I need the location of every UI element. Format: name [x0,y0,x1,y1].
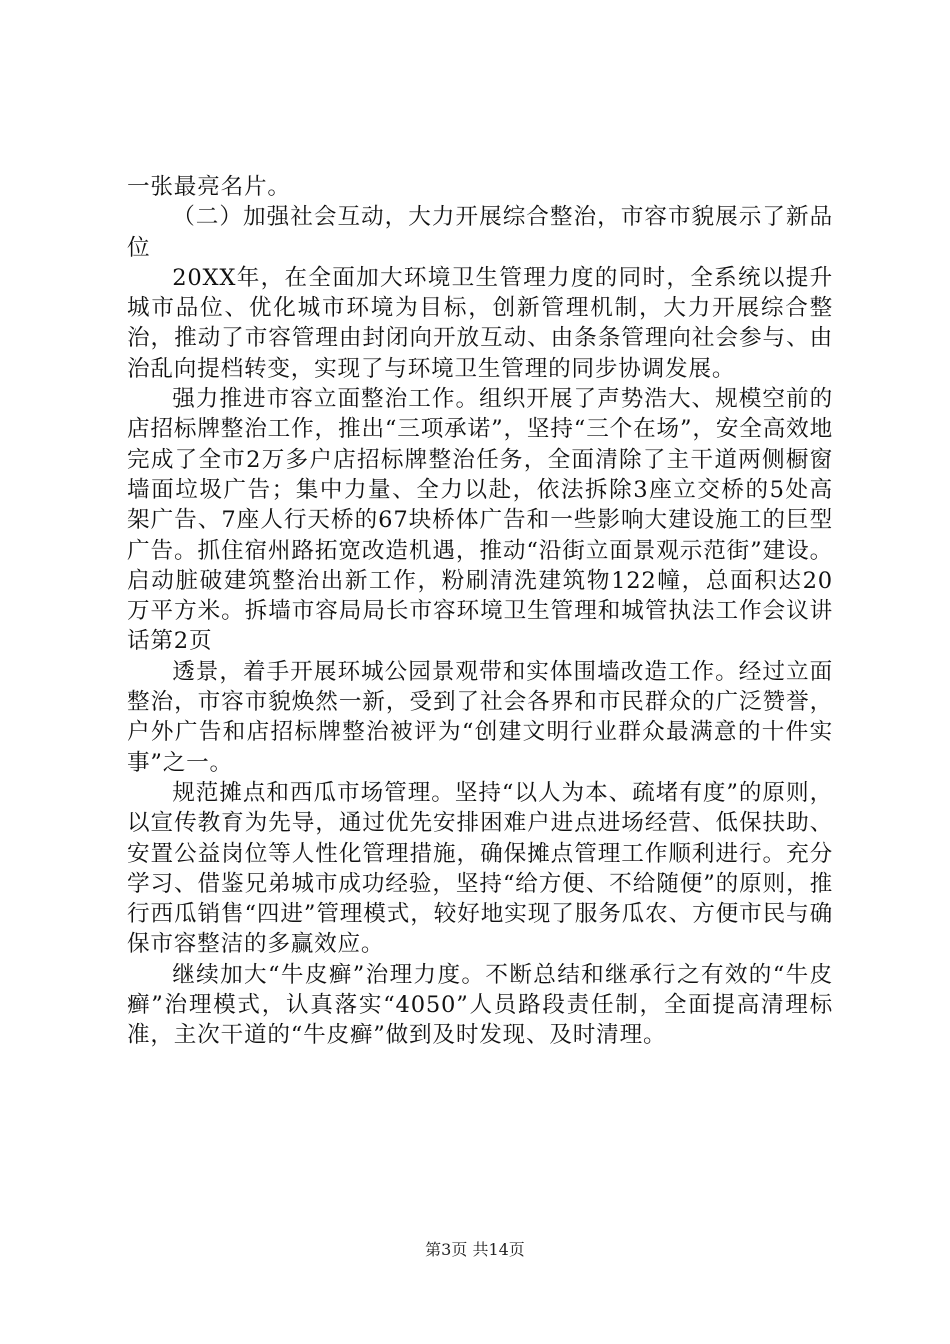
document-body [127,172,833,1051]
paragraph: 继续加大“牛皮癣”治理力度。不断总结和继承行之有效的“牛皮癣”治理模式，认真落实“4050”人员路段责任制，全面提高清理标准，主次干道的“牛皮癣”做到及时发现、及时清理。 [127,961,833,1049]
paragraph: 20XX年，在全面加大环境卫生管理力度的同时，全系统以提升城市品位、优化城市环境为目标，创新管理机制，大力开展综合整治，推动了市容管理由封闭向开放互动、由条条管理向社会参与、由治乱向提档转变，实现了与环境卫生管理的同步协调发展。 [127,264,833,382]
paragraph: 透景，着手开展环城公园景观带和实体围墙改造工作。经过立面整治，市容市貌焕然一新，受到了社会各界和市民群众的广泛赞誉，户外广告和店招标牌整治被评为“创建文明行业群众最满意的十件实事”之一。 [127,658,833,776]
paragraph: 强力推进市容立面整治工作。组织开展了声势浩大、规模空前的店招标牌整治工作，推出“三项承诺”，坚持“三个在场”，安全高效地完成了全市2万多户店招标牌整治任务，全面清除了主干道两侧橱窗墙面垃圾广告；集中力量、全力以赴，依法拆除3座立交桥的5处高架广告、7座人行天桥的67块桥体广告和一些影响大建设施工的巨型广告。抓住宿州路拓宽改造机遇，推动“沿街立面景观示范街”建设。启动脏破建筑整治出新工作，粉刷清洗建筑物122幢，总面积达20万平方米。拆墙市容局局长市容环境卫生管理和城管执法工作会议讲话第2页 [127,386,833,655]
paragraph: 规范摊点和西瓜市场管理。坚持“以人为本、疏堵有度”的原则，以宣传教育为先导，通过优先安排困难户进点进场经营、低保扶助、安置公益岗位等人性化管理措施，确保摊点管理工作顺利进行。充分学习、借鉴兄弟城市成功经验，坚持“给方便、不给随便”的原则，推行西瓜销售“四进”管理模式，较好地实现了服务瓜农、方便市民与确保市容整洁的多赢效应。 [127,779,833,958]
paragraph-continuation: 一张最亮名片。 [127,174,291,200]
section-heading: （二）加强社会互动，大力开展综合整治，市容市貌展示了新品位 [127,204,833,261]
page-footer: 第3页 共14页 [425,1240,525,1259]
